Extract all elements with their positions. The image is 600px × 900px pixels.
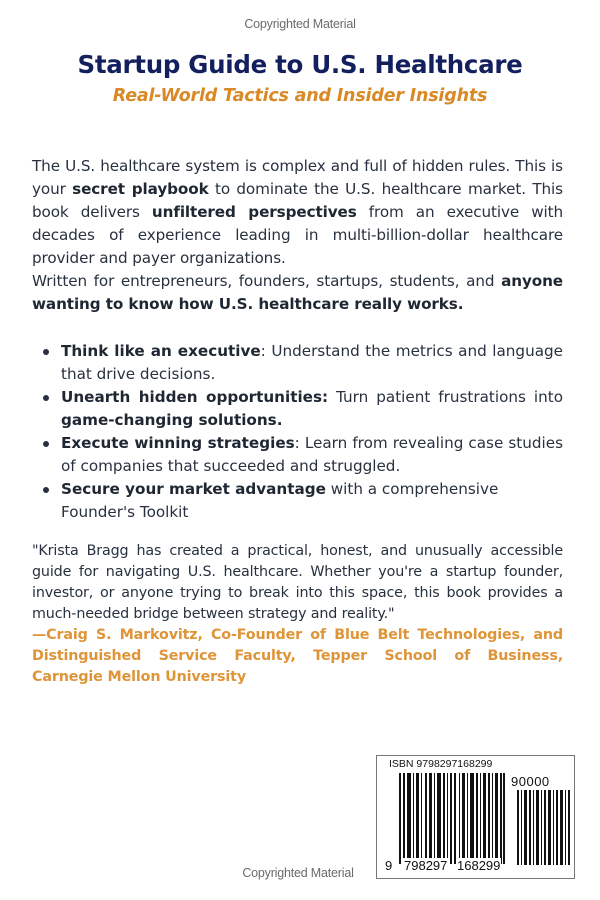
barcode-bars-icon — [399, 773, 505, 864]
intro-text: to dominate the U.S. healthcare market. This book delivers — [32, 180, 563, 221]
testimonial-attribution: —Craig S. Markovitz, Co-Founder of Blue Belt Technologies, and Distinguished Service Faculty, Tepper School of Business, Carnegie Mellon University — [32, 627, 563, 685]
intro-text: from an executive with decades of experience leading in multi-billion-dollar healthcare provider and payer organizations. — [32, 203, 564, 267]
isbn-digit-lead: 9 — [385, 858, 393, 873]
isbn-barcode — [376, 755, 575, 879]
bullet-text: Turn patient frustrations into — [328, 388, 563, 406]
price-barcode-bars-icon — [517, 790, 571, 865]
copyright-watermark-top: Copyrighted Material — [244, 17, 356, 31]
bullet-item — [40, 340, 563, 386]
intro-text: Written for entrepreneurs, founders, startups, students, and — [32, 272, 502, 290]
intro-description — [32, 155, 563, 316]
isbn-label: ISBN 9798297168299 — [389, 758, 493, 770]
bullet-text: with a comprehensive Founder's Toolkit — [61, 480, 499, 521]
intro-emphasis-audience: anyone wanting to know how U.S. healthcare really works. — [32, 272, 563, 313]
testimonial — [32, 541, 563, 688]
isbn-digit-group-1: 798297 — [404, 858, 448, 873]
bullet-text: : Learn from revealing case studies of companies that succeeded and struggled. — [61, 434, 563, 475]
price-code: 90000 — [511, 774, 550, 789]
copyright-watermark-bottom: Copyrighted Material — [242, 866, 354, 880]
book-subtitle: Real-World Tactics and Insider Insights — [112, 86, 488, 106]
bullet-dot-icon — [43, 349, 49, 355]
intro-text: The U.S. healthcare system is complex and full of hidden rules. This is your — [32, 157, 563, 198]
intro-emphasis-secret-playbook: secret playbook — [72, 180, 209, 198]
intro-emphasis-unfiltered-perspectives: unfiltered perspectives — [151, 203, 357, 221]
bullet-item — [40, 432, 563, 478]
bullet-heading: Think like an executive — [61, 342, 261, 360]
bullet-heading: Secure your market advantage — [61, 480, 326, 498]
intro-paragraph-1 — [32, 155, 563, 270]
book-title: Startup Guide to U.S. Healthcare — [77, 50, 523, 79]
intro-paragraph-2 — [32, 270, 563, 316]
isbn-digit-group-2: 168299 — [457, 858, 501, 873]
feature-bullet-list — [40, 340, 563, 524]
bullet-dot-icon — [43, 487, 49, 493]
bullet-item — [40, 386, 563, 432]
bullet-heading: Unearth hidden opportunities: — [61, 388, 329, 406]
bullet-text: : Understand the metrics and language that drive decisions. — [61, 342, 563, 383]
bullet-emphasis: game-changing solutions. — [61, 411, 283, 429]
bullet-heading: Execute winning strategies — [61, 434, 295, 452]
bullet-dot-icon — [43, 441, 49, 447]
bullet-dot-icon — [43, 395, 49, 401]
testimonial-quote: "Krista Bragg has created a practical, honest, and unusually accessible guide for navigating U.S. healthcare. Whether you're a startup founder, investor, or anyone trying to break into this space, this book provides a much-needed bridge between strategy and reality." — [32, 543, 563, 622]
bullet-item — [40, 478, 563, 524]
